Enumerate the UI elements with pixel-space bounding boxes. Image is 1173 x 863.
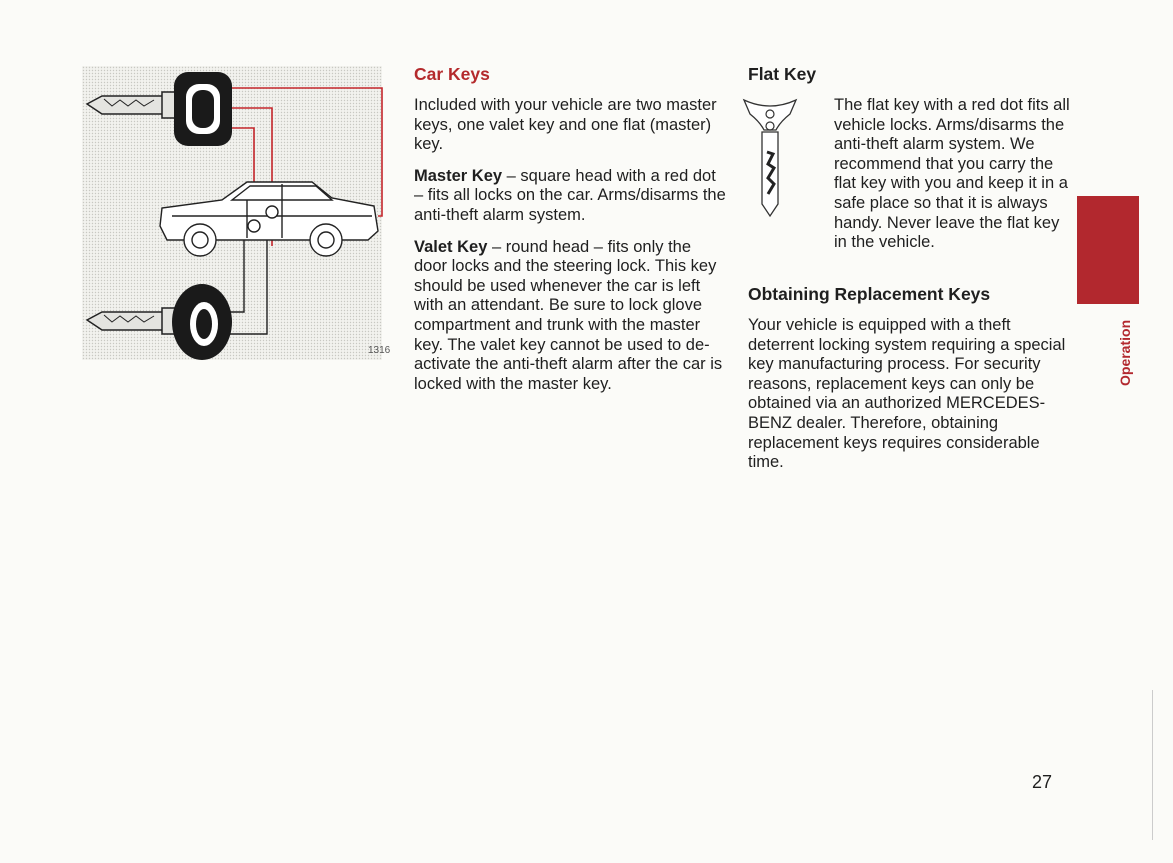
page-edge-line <box>1152 690 1153 840</box>
master-key-term: Master Key <box>414 166 503 185</box>
flat-key-section <box>748 62 1068 485</box>
flat-key-icon <box>740 92 800 218</box>
car-keys-section <box>414 62 726 406</box>
section-tab-marker <box>1077 196 1139 304</box>
valet-key-term: Valet Key <box>414 237 488 256</box>
flat-key-block <box>748 62 1068 252</box>
valet-key-description: – round head – fits only the door locks and the steering lock. This key should be used whenever the car is left with an attendant. Be sure to lock glove compartment and trunk with the master key. The valet key cannot be used to de-activate the anti-theft alarm after the car is locked with the master key. <box>414 237 723 393</box>
master-key-paragraph <box>414 167 726 226</box>
car-keys-heading: Car Keys <box>414 64 490 84</box>
master-key-description: – square head with a red dot – fits all locks on the car. Arms/disarms the anti-theft alarm system. <box>414 166 726 224</box>
replacement-keys-heading: Obtaining Replacement Keys <box>748 284 991 304</box>
valet-key-paragraph <box>414 238 726 395</box>
replacement-keys-description: Your vehicle is equipped with a theft deterrent locking system requiring a special key manufacturing process. For security reasons, replacement keys can only be obtained via an authorized MERCEDES-BENZ dealer. Therefore, obtaining replacement keys requires considerable time. <box>748 316 1066 472</box>
flat-key-heading: Flat Key <box>748 64 817 84</box>
car-keys-intro: Included with your vehicle are two master keys, one valet key and one flat (master) key. <box>414 96 717 154</box>
flat-key-description: The flat key with a red dot fits all vehicle locks. Arms/disarms the anti-theft alarm system. We recommend that you carry the flat key with you and keep it in a safe place so that it is always handy. Never leave the flat key in the vehicle. <box>834 96 1070 252</box>
figure-number: 1316 <box>368 345 391 356</box>
car-keys-illustration <box>82 66 392 360</box>
page-number: 27 <box>1032 772 1053 792</box>
section-tab-label: Operation <box>1117 319 1133 386</box>
